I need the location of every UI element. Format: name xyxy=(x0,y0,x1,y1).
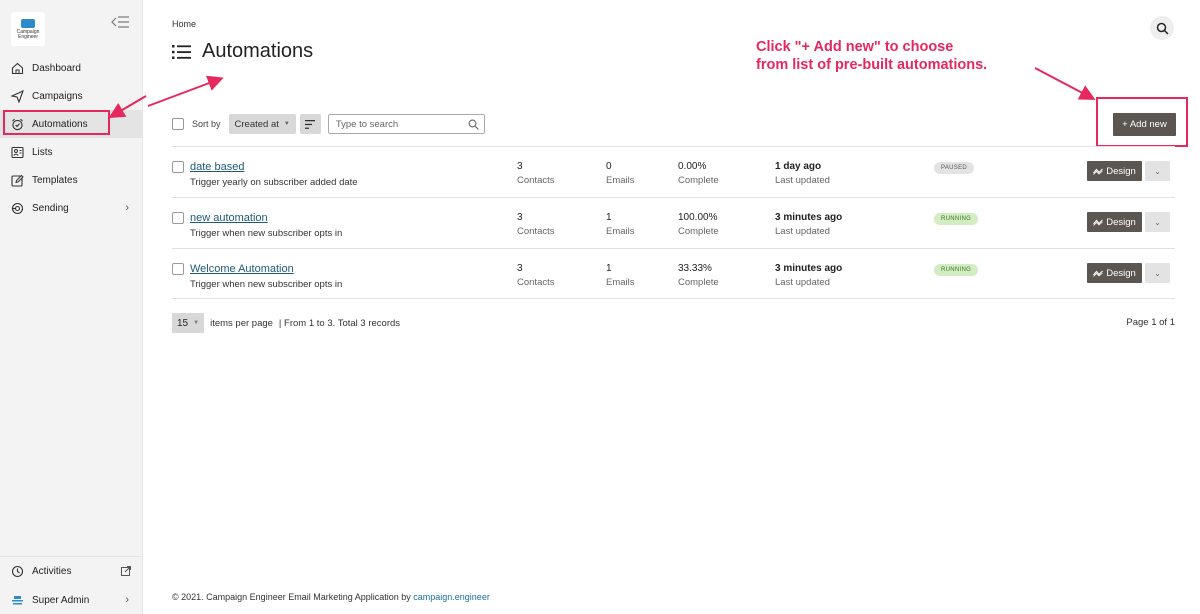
sidebar-item-super-admin[interactable] xyxy=(0,586,143,614)
search-icon xyxy=(1156,22,1169,35)
send-icon xyxy=(11,90,24,103)
complete-label: Complete xyxy=(678,277,719,288)
automation-name-link[interactable]: Welcome Automation xyxy=(190,263,294,275)
logo-mark xyxy=(21,19,35,28)
complete-value: 33.33% xyxy=(678,263,712,274)
list-menu-icon xyxy=(172,44,191,60)
updated-cell xyxy=(775,161,830,186)
sidebar-bottom xyxy=(0,556,143,614)
sort-by-label: Sort by xyxy=(192,119,221,129)
sidebar-item-templates[interactable] xyxy=(0,166,143,194)
emails-label: Emails xyxy=(606,226,635,237)
annotation-highlight-automations xyxy=(3,110,110,135)
sort-direction-button[interactable] xyxy=(300,114,321,134)
complete-value: 0.00% xyxy=(678,161,707,172)
pagination xyxy=(172,313,1175,333)
sidebar-item-label: Activities xyxy=(32,566,72,577)
sidebar-item-label: Lists xyxy=(32,146,53,158)
complete-cell xyxy=(678,161,719,186)
sidebar-item-label: Sending xyxy=(32,202,69,214)
complete-label: Complete xyxy=(678,226,719,237)
search-input[interactable] xyxy=(336,119,461,130)
contacts-cell xyxy=(517,263,555,288)
sort-lines-icon xyxy=(305,120,316,129)
page-title: Automations xyxy=(202,40,314,62)
sidebar-item-activities[interactable] xyxy=(0,557,143,586)
chevron-right-icon: › xyxy=(125,202,129,214)
automation-trigger: Trigger when new subscriber opts in xyxy=(190,279,343,290)
updated-label: Last updated xyxy=(775,277,830,288)
updated-cell xyxy=(775,263,842,288)
contacts-label: Contacts xyxy=(517,226,555,237)
updated-label: Last updated xyxy=(775,175,830,186)
footer xyxy=(172,592,490,602)
breadcrumb[interactable]: Home xyxy=(172,19,197,29)
sidebar-item-sending[interactable] xyxy=(0,194,143,222)
sidebar-item-label: Dashboard xyxy=(32,62,81,74)
contacts-value: 3 xyxy=(517,212,523,223)
search-icon xyxy=(468,119,479,130)
automation-name-link[interactable]: new automation xyxy=(190,212,268,224)
automation-trigger: Trigger yearly on subscriber added date xyxy=(190,177,358,188)
sidebar-item-label: Super Admin xyxy=(32,595,90,606)
status-badge: RUNNING xyxy=(934,264,978,276)
home-icon xyxy=(11,62,24,75)
annotation-line-2: from list of pre-built automations. xyxy=(756,57,988,73)
emails-cell xyxy=(606,161,635,186)
chevron-right-icon: › xyxy=(125,594,129,606)
contacts-value: 3 xyxy=(517,161,523,172)
sidebar xyxy=(0,0,143,614)
design-icon xyxy=(1093,219,1103,226)
updated-value: 1 day ago xyxy=(775,161,822,172)
design-button[interactable] xyxy=(1087,212,1142,232)
chevron-down-icon: ⌄ xyxy=(1154,166,1161,176)
emails-value: 1 xyxy=(606,212,612,223)
sidebar-item-lists[interactable] xyxy=(0,138,143,166)
sidebar-item-campaigns[interactable] xyxy=(0,82,143,110)
contacts-cell xyxy=(517,161,555,186)
per-page-value: 15 xyxy=(177,317,189,329)
chevron-down-icon: ⌄ xyxy=(1154,268,1161,278)
annotation-text xyxy=(756,38,1076,74)
sort-by-value: Created at xyxy=(234,118,279,130)
search-field[interactable] xyxy=(328,114,485,134)
complete-value: 100.00% xyxy=(678,212,718,223)
sidebar-item-label: Automations xyxy=(32,118,88,130)
sort-by-select[interactable] xyxy=(229,114,296,134)
contacts-label: Contacts xyxy=(517,277,555,288)
list-toolbar xyxy=(172,113,485,135)
annotation-line-1: Click "+ Add new" to choose xyxy=(756,39,954,55)
design-button[interactable] xyxy=(1087,161,1142,181)
updated-label: Last updated xyxy=(775,226,830,237)
external-link-icon[interactable] xyxy=(121,566,131,576)
emails-cell xyxy=(606,263,635,288)
per-page-label: items per page xyxy=(210,317,273,329)
activity-icon xyxy=(11,565,24,578)
table-row xyxy=(172,248,1175,299)
collapse-sidebar-icon[interactable] xyxy=(111,15,129,29)
automations-table xyxy=(172,146,1175,299)
row-actions-dropdown[interactable] xyxy=(1145,263,1170,283)
design-label: Design xyxy=(1106,267,1136,279)
emails-value: 0 xyxy=(606,161,612,172)
status-badge: PAUSED xyxy=(934,162,974,174)
updated-cell xyxy=(775,212,842,237)
contacts-label: Contacts xyxy=(517,175,555,186)
sidebar-item-label: Templates xyxy=(32,174,78,186)
global-search-button[interactable] xyxy=(1150,16,1174,40)
logo-text: Campaign Engineer xyxy=(16,28,40,40)
caret-down-icon: ▼ xyxy=(193,320,200,326)
chevron-down-icon: ⌄ xyxy=(1154,217,1161,227)
caret-down-icon: ▼ xyxy=(283,121,290,127)
main-content xyxy=(143,0,1200,614)
contacts-cell xyxy=(517,212,555,237)
list-icon xyxy=(11,146,24,159)
table-row xyxy=(172,146,1175,197)
edit-icon xyxy=(11,174,24,187)
table-row xyxy=(172,197,1175,248)
row-actions-dropdown[interactable] xyxy=(1145,161,1170,181)
title-row xyxy=(172,40,313,63)
row-checkbox[interactable] xyxy=(172,212,184,224)
emails-value: 1 xyxy=(606,263,612,274)
per-page-select[interactable] xyxy=(172,313,204,333)
select-all-checkbox[interactable] xyxy=(172,118,184,130)
row-checkbox[interactable] xyxy=(172,263,184,275)
sidebar-item-label: Campaigns xyxy=(32,90,83,102)
footer-text: © 2021. Campaign Engineer Email Marketing Application by xyxy=(172,592,414,602)
complete-cell xyxy=(678,212,719,237)
add-new-button[interactable]: + Add new xyxy=(1113,113,1176,136)
sidebar-nav xyxy=(0,54,143,222)
row-checkbox[interactable] xyxy=(172,161,184,173)
sidebar-item-dashboard[interactable] xyxy=(0,54,143,82)
design-icon xyxy=(1093,168,1103,175)
page-indicator: Page 1 of 1 xyxy=(1126,317,1175,328)
design-icon xyxy=(1093,270,1103,277)
emails-label: Emails xyxy=(606,175,635,186)
automation-trigger: Trigger when new subscriber opts in xyxy=(190,228,343,239)
design-button[interactable] xyxy=(1087,263,1142,283)
row-actions-dropdown[interactable] xyxy=(1145,212,1170,232)
app-logo[interactable] xyxy=(11,12,45,46)
automation-name-link[interactable]: date based xyxy=(190,161,245,173)
records-summary: | From 1 to 3. Total 3 records xyxy=(278,317,401,329)
footer-link[interactable]: campaign.engineer xyxy=(413,592,490,602)
emails-label: Emails xyxy=(606,277,635,288)
emails-cell xyxy=(606,212,635,237)
complete-cell xyxy=(678,263,719,288)
updated-value: 3 minutes ago xyxy=(775,212,843,223)
admin-icon xyxy=(11,594,24,607)
complete-label: Complete xyxy=(678,175,719,186)
contacts-value: 3 xyxy=(517,263,523,274)
design-label: Design xyxy=(1106,165,1136,177)
sending-icon xyxy=(11,202,24,215)
design-label: Design xyxy=(1106,216,1136,228)
updated-value: 3 minutes ago xyxy=(775,263,843,274)
status-badge: RUNNING xyxy=(934,213,978,225)
